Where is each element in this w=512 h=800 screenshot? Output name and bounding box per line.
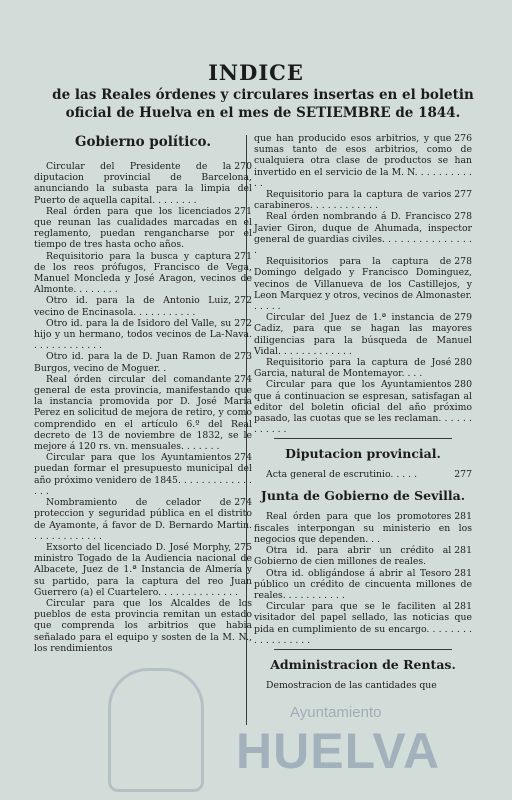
entry-page: 278 [454, 256, 472, 268]
index-entry [34, 452, 252, 497]
section-rule [274, 438, 452, 439]
entry-text: Requisitorio para la captura de varios carabineros. . . . . . . . . . . . [254, 189, 452, 212]
entry-text: Otro id. para la de Antonio Luiz, vecino de Encinasola. . . . . . . . . . . [34, 295, 232, 318]
index-entry [254, 189, 472, 211]
section-heading-rentas: Administracion de Rentas. [270, 656, 456, 672]
coat-of-arms-watermark [108, 668, 204, 792]
index-entry [34, 351, 252, 373]
entry-page: 281 [454, 545, 472, 557]
entry-page: 270 [234, 161, 252, 172]
index-entry [254, 568, 472, 602]
entry-text: Requisitorio para la busca y captura de los reos prófugos, Francisco de Vega, Manuel Moncleda y José Aragon, vecinos de Almonte. . . . . . . . [34, 250, 252, 296]
right-column [254, 133, 472, 691]
left-column [34, 133, 252, 654]
index-entry [254, 256, 472, 312]
entry-text: Real órden circular del comandante general de esta provincia, manifestando que la instancia promovida por D. José María Perez en solicitud de mejora de retiro, y como comprendido en el artículo 6.º del Real decreto de 13 de noviembre de 1832, se le mejore á 120 rs. vn. mensuales. . . . . . . [34, 373, 252, 453]
entry-text: Otro id. para la de D. Juan Ramon de Burgos, vecino de Moguer. . [34, 351, 232, 374]
entry-text: Otra id. para abrir un crédito al Gobierno de cien millones de reales. [254, 545, 452, 568]
entry-text: que han producido esos arbitrios, y que sumas tanto de esos arbitrios, como de cualquiera otra clase de productos se han invertido en el servicio de la M. N. . . . . . . . . . . . [254, 133, 472, 189]
page-title: INDICE [208, 60, 304, 85]
entry-page: 276 [454, 133, 472, 144]
entry-page: 272 [234, 317, 252, 329]
entry-text: Real órden para que los licenciados que reunan las cualidades marcadas en el reglamento, puedan rengancharse por el tiempo de tres hasta ocho años. [34, 205, 252, 251]
right-entries-rentas [254, 680, 472, 691]
subtitle-line-2: oficial de Huelva en el mes de SETIEMBRE de 1844. [65, 105, 461, 121]
section-heading-gobierno: Gobierno político. [74, 134, 212, 150]
section-heading-diputacion: Diputacion provincial. [285, 446, 441, 462]
entry-page: 278 [454, 211, 472, 223]
entry-page: 275 [234, 541, 252, 553]
entry-text: Real órden nombrando á D. Francisco Javier Giron, duque de Ahumada, inspector general de guardias civiles. . . . . . . . . . . . . . . . [254, 211, 472, 257]
entry-page: 274 [234, 452, 252, 464]
watermark-subtext: Ayuntamiento [290, 704, 382, 721]
index-entry [34, 318, 252, 352]
index-entry [34, 206, 252, 251]
index-entry [254, 312, 472, 357]
right-entries-junta [254, 511, 472, 645]
acta-entry [254, 469, 472, 481]
entry-text: Circular para que los Alcaldes de los pueblos de esta provincia remitan un estado que comprenda los arbitrios que habia señalado para el equipo y sosten de la M. N., los rendimientos [34, 597, 252, 654]
entry-text: Acta general de escrutinio. . . . . [266, 469, 418, 481]
index-entry [254, 357, 472, 379]
entry-page: 271 [234, 205, 252, 217]
index-entry [34, 374, 252, 452]
entry-text: Otra id. obligándose á abrir al Tesoro público un crédito de cincuenta millones de reales. . . . . . . . . . . [254, 567, 472, 601]
index-entry [34, 497, 252, 542]
section-heading-junta: Junta de Gobierno de Sevilla. [260, 488, 466, 504]
entry-page: 271 [234, 250, 252, 262]
entry-text: Requisitorio para la captura de José Garcia, natural de Montemayor. . . . [254, 357, 452, 380]
entry-page: 274 [234, 373, 252, 385]
entry-text: Circular para que los Ayuntamientos que á continuacion se espresan, satisfagan al editor del boletin oficial del año próximo pasado, las cuotas que se les reclaman. . . . . . . . . . . . [254, 379, 472, 436]
index-entry [254, 545, 472, 567]
index-entry [34, 161, 252, 206]
entry-text: Real órden para que los promotores fiscales interpongan su ministerio en los negocios que dependen. . . [254, 511, 472, 545]
index-entry [34, 251, 252, 296]
index-entry [254, 379, 472, 435]
entry-page: 281 [454, 567, 472, 579]
entry-page: 277 [454, 189, 472, 201]
index-entry [254, 211, 472, 256]
left-entries [34, 161, 252, 654]
entry-text: Circular para que se le faciliten al visitador del papel sellado, las noticias que pida en cumplimiento de su encargo. . . . . . . . . . . . . . . . . . [254, 601, 472, 646]
entry-page: 272 [234, 295, 252, 307]
index-entry [34, 295, 252, 317]
entry-page: 279 [454, 312, 472, 324]
index-entry [34, 542, 252, 598]
index-entry [254, 511, 472, 545]
right-entries-top [254, 133, 472, 435]
entry-page: 280 [454, 379, 472, 391]
entry-text: Exsorto del licenciado D. José Morphy, ministro Togado de la Audiencia nacional de Albacete, Juez de 1.ª Instancia de Almería y su partido, para la captura del reo Juan Guerrero (a) el Cuartelero. . . . . . . . . . . . . . [34, 541, 252, 598]
index-entry [254, 133, 472, 189]
entry-text: Requisitorios para la captura de Domingo delgado y Francisco Dominguez, vecinos de Villanueva de los Castillejos, y Leon Marquez y otros, vecinos de Almonaster. . . . . . [254, 256, 472, 313]
entry-page: 281 [454, 601, 472, 613]
entry-page: 281 [454, 511, 472, 523]
entry-text: Circular para que los Ayuntamientos puedan formar el presupuesto municipal del año próximo venidero de 1845. . . . . . . . . . . . . . . . [34, 452, 252, 497]
index-entry [34, 598, 252, 654]
index-entry [254, 680, 472, 691]
entry-text: Demostracion de las cantidades que [266, 679, 437, 691]
entry-text: Otro id. para la de Isidoro del Valle, su hijo y un hermano, todos vecinos de La-Nava. . . . . . . . . . . . . [34, 317, 252, 352]
subtitle-line-1: de las Reales órdenes y circulares insertas en el boletin [52, 87, 474, 103]
entry-page: 274 [234, 497, 252, 509]
entry-text: Nombramiento de celador de proteccion y seguridad pública en el distrito de Ayamonte, á favor de D. Bernardo Martin. . . . . . . . . . . . . [34, 497, 252, 542]
entry-text: Circular del Presidente de la diputacion provincial de Barcelona, anunciando la subasta para la limpia del Puerto de aquella capital. . . . . . . . [34, 161, 252, 206]
entry-page: 280 [454, 357, 472, 369]
entry-text: Circular del Juez de 1.ª instancia de Cadiz, para que se hagan las mayores diligencias para la búsqueda de Manuel Vidal. . . . . . . . . . . . . [254, 312, 472, 357]
entry-page: 277 [454, 469, 472, 481]
page-subtitle [28, 86, 498, 122]
index-entry [254, 601, 472, 646]
entry-page: 273 [234, 351, 252, 363]
section-rule [274, 649, 452, 650]
watermark-logo: HUELVA [236, 723, 441, 779]
